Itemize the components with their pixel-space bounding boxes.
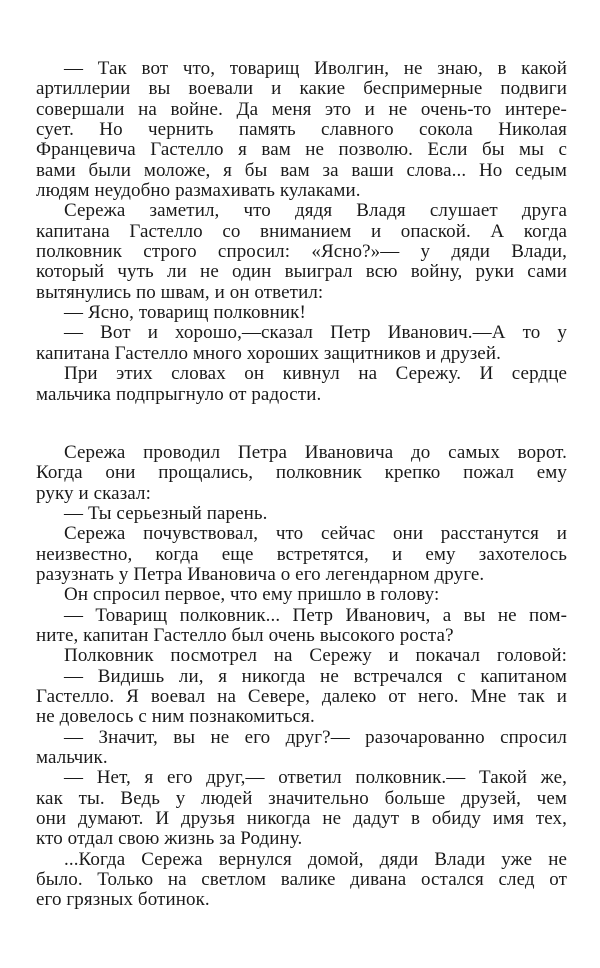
book-page [36,59,567,911]
text-line: ните, капитан Гастелло был очень высокого роста? [36,624,454,646]
text-line: Он спросил первое, что ему пришло в голову: [64,584,440,606]
text-line: При этих словах он кивнул на Сережу. И сердце [64,363,567,385]
text-line: сует. Но чернить память славного сокола Николая [36,119,567,141]
text-line: его грязных ботинок. [36,889,210,911]
text-line: капитана Гастелло со вниманием и опаской. А когда [36,220,567,242]
text-line: Сережа проводил Петра Ивановича до самых ворот. [64,441,567,463]
text-line: кто отдал свою жизнь за Родину. [36,828,303,850]
text-line: Гастелло. Я воевал на Севере, далеко от него. Мне так и [36,685,567,707]
text-line: неизвестно, когда еще встретятся, и ему захотелось [36,543,567,565]
text-section-2 [36,443,567,911]
text-line: — Товарищ полковник... Петр Иванович, а вы не пом- [64,604,567,626]
text-line: разузнать у Петра Ивановича о его легендарном друге. [36,563,485,585]
text-line: — Ясно, товарищ полковник! [64,302,306,324]
text-line: капитана Гастелло много хороших защитников и друзей. [36,342,501,364]
text-line: полковник строго спросил: «Ясно?»— у дяди Влади, [36,241,567,263]
text-line: — Так вот что, товарищ Иволгин, не знаю, в какой [64,58,567,79]
text-line: Полковник посмотрел на Сережу и покачал головой: [64,645,567,667]
text-line: не довелось с ним познакомиться. [36,706,315,728]
text-line: мальчик. [36,747,108,768]
text-line: Сережа почувствовал, что сейчас они расстанутся и [64,523,567,545]
text-line: вами были моложе, я бы вам за ваши слова... Но седым [36,159,567,181]
text-line: Сережа заметил, что дядя Владя слушает друга [64,200,567,222]
text-line: ...Когда Сережа вернулся домой, дяди Влади уже не [64,848,567,870]
text-line: — Вот и хорошо,—сказал Петр Иванович.—А то у [64,322,567,344]
text-line: Францевича Гастелло я вам не позволю. Если бы мы с [36,139,567,161]
text-line: Когда они прощались, полковник крепко пожал ему [36,462,567,484]
text-line: — Видишь ли, я никогда не встречался с капитаном [64,665,567,687]
text-line: руку и сказал: [36,482,151,504]
text-line: совершали на войне. Да меня это и не очень-то интере- [36,98,567,120]
text-line: — Ты серьезный парень. [64,502,268,524]
text-line: людям неудобно размахивать кулаками. [36,180,361,202]
text-line: было. Только на светлом валике дивана остался след от [36,869,567,891]
text-section-1 [36,59,567,405]
text-line: вытянулись по швам, и он ответил: [36,281,324,303]
text-line: — Значит, вы не его друг?— разочарованно спросил [64,726,567,748]
text-line: артиллерии вы воевали и какие беспримерные подвиги [36,78,567,100]
text-line: — Нет, я его друг,— ответил полковник.— Такой же, [64,767,567,789]
text-line: мальчика подпрыгнуло от радости. [36,383,322,405]
text-line: который чуть ли не один выиграл всю войну, руки сами [36,261,567,283]
text-line: они думают. И друзья никогда не дадут в обиду имя тех, [36,808,567,830]
text-line: как ты. Ведь у людей значительно больше друзей, чем [36,787,567,809]
